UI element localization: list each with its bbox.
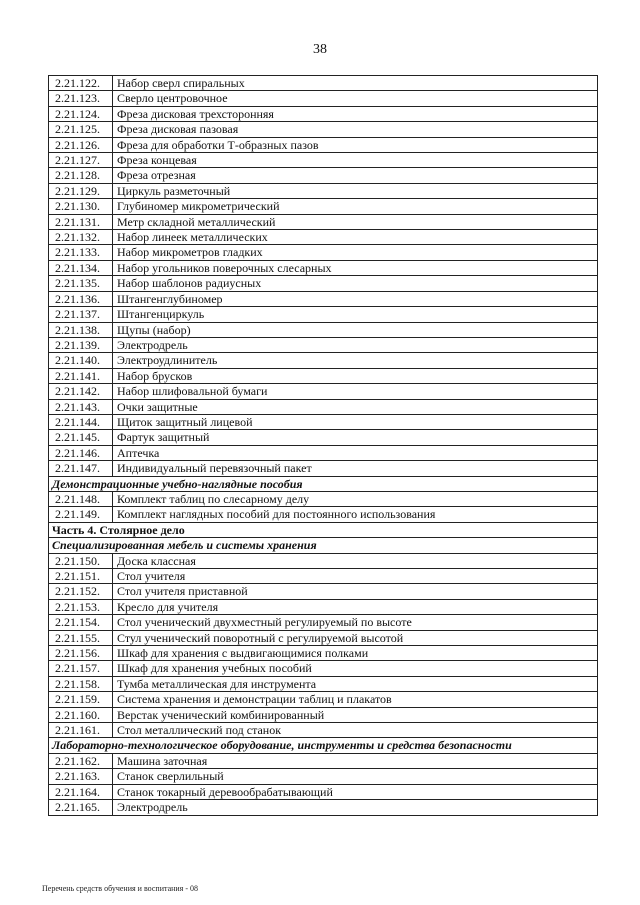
- item-name: Кресло для учителя: [113, 599, 598, 614]
- item-name: Верстак ученический комбинированный: [113, 707, 598, 722]
- item-name: Стол металлический под станок: [113, 723, 598, 738]
- item-number: 2.21.129.: [49, 183, 113, 198]
- section-heading: Лабораторно-технологическое оборудование, инструменты и средства безопасности: [49, 738, 598, 753]
- item-number: 2.21.154.: [49, 615, 113, 630]
- table-row: [49, 553, 598, 568]
- item-name: Набор угольников поверочных слесарных: [113, 260, 598, 275]
- table-row: [49, 153, 598, 168]
- table-row: [49, 199, 598, 214]
- table-row: [49, 584, 598, 599]
- item-name: Фреза для обработки Т-образных пазов: [113, 137, 598, 152]
- table-row: [49, 491, 598, 506]
- item-number: 2.21.138.: [49, 322, 113, 337]
- section-heading-row: [49, 538, 598, 553]
- item-number: 2.21.131.: [49, 214, 113, 229]
- table-row: [49, 569, 598, 584]
- table-row: [49, 692, 598, 707]
- table-row: [49, 337, 598, 352]
- table-row: [49, 230, 598, 245]
- item-number: 2.21.161.: [49, 723, 113, 738]
- item-number: 2.21.132.: [49, 230, 113, 245]
- table-row: [49, 353, 598, 368]
- item-number: 2.21.137.: [49, 307, 113, 322]
- table-row: [49, 106, 598, 121]
- item-name: Фреза дисковая пазовая: [113, 122, 598, 137]
- item-number: 2.21.139.: [49, 337, 113, 352]
- item-number: 2.21.159.: [49, 692, 113, 707]
- item-name: Набор брусков: [113, 368, 598, 383]
- item-number: 2.21.156.: [49, 646, 113, 661]
- item-number: 2.21.144.: [49, 414, 113, 429]
- item-number: 2.21.148.: [49, 491, 113, 506]
- table-row: [49, 430, 598, 445]
- table-row: [49, 723, 598, 738]
- item-name: Фреза концевая: [113, 153, 598, 168]
- table-row: [49, 245, 598, 260]
- part-heading-row: [49, 522, 598, 537]
- item-name: Набор линеек металлических: [113, 230, 598, 245]
- item-number: 2.21.145.: [49, 430, 113, 445]
- item-number: 2.21.151.: [49, 569, 113, 584]
- item-name: Электроудлинитель: [113, 353, 598, 368]
- item-number: 2.21.130.: [49, 199, 113, 214]
- table-row: [49, 260, 598, 275]
- table-row: [49, 368, 598, 383]
- item-number: 2.21.126.: [49, 137, 113, 152]
- item-number: 2.21.133.: [49, 245, 113, 260]
- table-row: [49, 137, 598, 152]
- table-row: [49, 291, 598, 306]
- item-number: 2.21.147.: [49, 461, 113, 476]
- table-row: [49, 122, 598, 137]
- section-heading-row: [49, 476, 598, 491]
- item-name: Станок токарный деревообрабатывающий: [113, 784, 598, 799]
- item-name: Электродрель: [113, 800, 598, 815]
- item-number: 2.21.160.: [49, 707, 113, 722]
- table-row: [49, 599, 598, 614]
- item-number: 2.21.125.: [49, 122, 113, 137]
- item-number: 2.21.127.: [49, 153, 113, 168]
- item-name: Комплект таблиц по слесарному делу: [113, 491, 598, 506]
- table-row: [49, 76, 598, 91]
- item-number: 2.21.124.: [49, 106, 113, 121]
- table-row: [49, 307, 598, 322]
- item-name: Доска классная: [113, 553, 598, 568]
- item-number: 2.21.134.: [49, 260, 113, 275]
- item-name: Штангенглубиномер: [113, 291, 598, 306]
- item-number: 2.21.140.: [49, 353, 113, 368]
- item-name: Щупы (набор): [113, 322, 598, 337]
- item-number: 2.21.122.: [49, 76, 113, 91]
- item-name: Станок сверлильный: [113, 769, 598, 784]
- table-row: [49, 168, 598, 183]
- item-number: 2.21.162.: [49, 753, 113, 768]
- table-row: [49, 445, 598, 460]
- section-heading: Специализированная мебель и системы хранения: [49, 538, 598, 553]
- item-name: Очки защитные: [113, 399, 598, 414]
- table-row: [49, 91, 598, 106]
- item-name: Набор шлифовальной бумаги: [113, 384, 598, 399]
- equipment-table: [48, 75, 598, 816]
- item-number: 2.21.150.: [49, 553, 113, 568]
- item-name: Глубиномер микрометрический: [113, 199, 598, 214]
- item-name: Циркуль разметочный: [113, 183, 598, 198]
- item-name: Фреза отрезная: [113, 168, 598, 183]
- section-heading-row: [49, 738, 598, 753]
- table-row: [49, 630, 598, 645]
- item-name: Машина заточная: [113, 753, 598, 768]
- table-row: [49, 461, 598, 476]
- item-name: Стол учителя: [113, 569, 598, 584]
- item-name: Стол ученический двухместный регулируемый по высоте: [113, 615, 598, 630]
- item-number: 2.21.142.: [49, 384, 113, 399]
- item-number: 2.21.155.: [49, 630, 113, 645]
- item-number: 2.21.158.: [49, 676, 113, 691]
- item-name: Электродрель: [113, 337, 598, 352]
- item-name: Шкаф для хранения учебных пособий: [113, 661, 598, 676]
- item-number: 2.21.163.: [49, 769, 113, 784]
- table-row: [49, 646, 598, 661]
- item-name: Комплект наглядных пособий для постоянного использования: [113, 507, 598, 522]
- item-name: Щиток защитный лицевой: [113, 414, 598, 429]
- table-row: [49, 322, 598, 337]
- item-name: Набор шаблонов радиусных: [113, 276, 598, 291]
- table-row: [49, 707, 598, 722]
- item-name: Сверло центровочное: [113, 91, 598, 106]
- item-number: 2.21.141.: [49, 368, 113, 383]
- footer-text: Перечень средств обучения и воспитания - 08: [42, 884, 199, 893]
- table-row: [49, 214, 598, 229]
- item-name: Индивидуальный перевязочный пакет: [113, 461, 598, 476]
- item-number: 2.21.164.: [49, 784, 113, 799]
- item-number: 2.21.128.: [49, 168, 113, 183]
- table-row: [49, 414, 598, 429]
- item-name: Набор сверл спиральных: [113, 76, 598, 91]
- table-row: [49, 384, 598, 399]
- table-row: [49, 615, 598, 630]
- table-row: [49, 507, 598, 522]
- table-row: [49, 800, 598, 815]
- table-row: [49, 676, 598, 691]
- item-name: Стул ученический поворотный с регулируемой высотой: [113, 630, 598, 645]
- part-heading: Часть 4. Столярное дело: [49, 522, 598, 537]
- item-number: 2.21.143.: [49, 399, 113, 414]
- item-number: 2.21.153.: [49, 599, 113, 614]
- item-name: Метр складной металлический: [113, 214, 598, 229]
- item-name: Набор микрометров гладких: [113, 245, 598, 260]
- item-number: 2.21.149.: [49, 507, 113, 522]
- section-heading: Демонстрационные учебно-наглядные пособия: [49, 476, 598, 491]
- item-number: 2.21.165.: [49, 800, 113, 815]
- item-name: Стол учителя приставной: [113, 584, 598, 599]
- item-name: Аптечка: [113, 445, 598, 460]
- item-number: 2.21.136.: [49, 291, 113, 306]
- item-number: 2.21.157.: [49, 661, 113, 676]
- item-number: 2.21.152.: [49, 584, 113, 599]
- item-name: Фартук защитный: [113, 430, 598, 445]
- item-number: 2.21.123.: [49, 91, 113, 106]
- item-name: Штангенциркуль: [113, 307, 598, 322]
- item-name: Система хранения и демонстрации таблиц и плакатов: [113, 692, 598, 707]
- table-row: [49, 769, 598, 784]
- item-name: Фреза дисковая трехсторонняя: [113, 106, 598, 121]
- page-number: 38: [313, 42, 327, 57]
- table-row: [49, 399, 598, 414]
- table-row: [49, 661, 598, 676]
- item-name: Тумба металлическая для инструмента: [113, 676, 598, 691]
- table-row: [49, 753, 598, 768]
- table-row: [49, 784, 598, 799]
- item-number: 2.21.135.: [49, 276, 113, 291]
- table-row: [49, 183, 598, 198]
- table-row: [49, 276, 598, 291]
- item-name: Шкаф для хранения с выдвигающимися полками: [113, 646, 598, 661]
- item-number: 2.21.146.: [49, 445, 113, 460]
